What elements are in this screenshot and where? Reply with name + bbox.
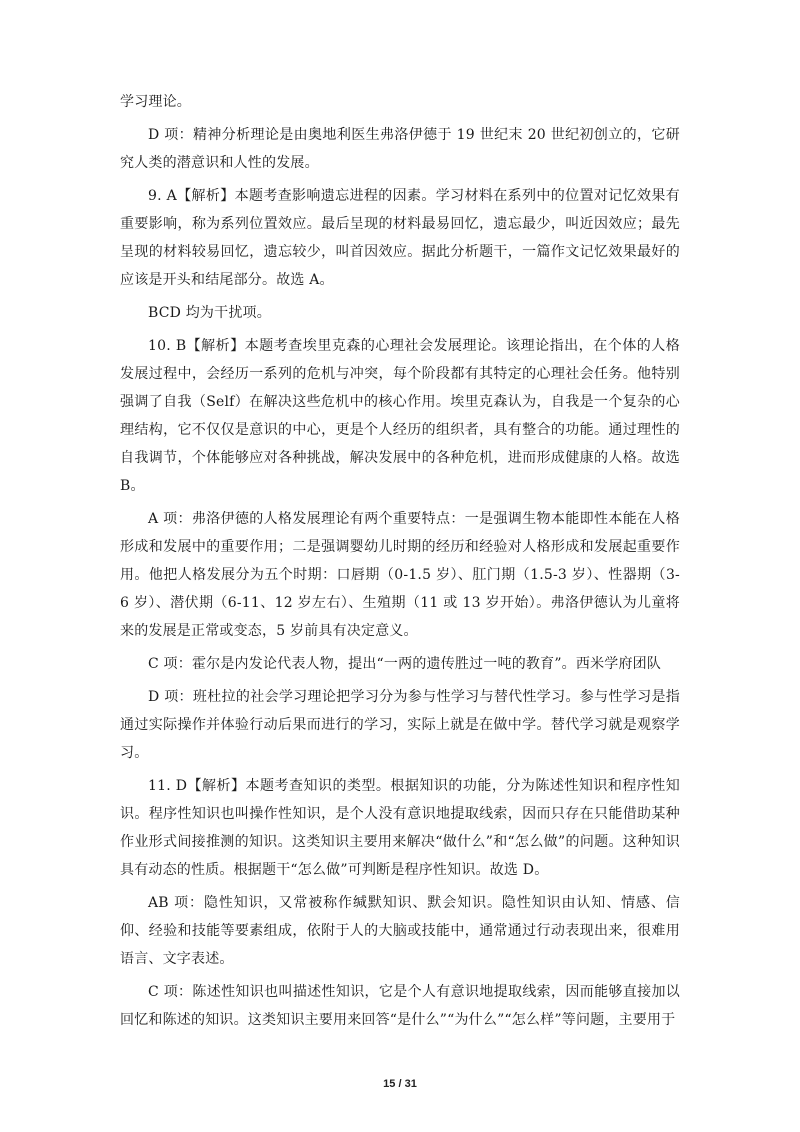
paragraph-answer-9: 9. A【解析】本题考查影响遗忘进程的因素。学习材料在系列中的位置对记忆效果有重要影响，称为系列位置效应。最后呈现的材料最易回忆，遗忘最少，叫近因效应；最先呈现的材料较易回忆，遗忘较少，叫首因效应。据此分析题干，一篇作文记忆效果最好的应该是开头和结尾部分。故选 A。 <box>120 188 680 288</box>
paragraph-option-d-2: D 项：班杜拉的社会学习理论把学习分为参与性学习与替代性学习。参与性学习是指通过实际操作并体验行动后果而进行的学习，实际上就是在做中学。替代学习就是观察学习。 <box>120 689 680 761</box>
page-number: 15 / 31 <box>383 1078 417 1090</box>
paragraph-option-c: C 项：霍尔是内发论代表人物，提出“一两的遗传胜过一吨的教育”。西米学府团队 <box>148 656 662 672</box>
paragraph-answer-10: 10. B【解析】本题考查埃里克森的心理社会发展理论。该理论指出，在个体的人格发展过程中，会经历一系列的危机与冲突，每个阶段都有其特定的心理社会任务。他特别强调了自我（Self）在解决这些危机中的核心作用。埃里克森认为，自我是一个复杂的心理结构，它不仅仅是意识的中心，更是个人经历的组织者，具有整合的功能。通过理性的自我调节，个体能够应对各种挑战，解决发展中的各种危机，进而形成健康的人格。故选 B。 <box>120 338 680 494</box>
paragraph-distractors-bcd: BCD 均为干扰项。 <box>148 305 271 321</box>
paragraph-continuation: 学习理论。 <box>120 94 191 110</box>
paragraph-option-ab: AB 项：隐性知识，又常被称作缄默知识、默会知识。隐性知识由认知、情感、信仰、经验和技能等要素组成，依附于人的大脑或技能中，通常通过行动表现出来，很难用语言、文字表述。 <box>120 895 680 967</box>
paragraph-option-a: A 项：弗洛伊德的人格发展理论有两个重要特点：一是强调生物本能即性本能在人格形成和发展中的重要作用；二是强调婴幼儿时期的经历和经验对人格形成和发展起重要作用。他把人格发展分为五个时期：口唇期（0-1.5 岁）、肛门期（1.5-3 岁）、性器期（3-6 岁）、潜伏期（6-11、12 岁左右）、生殖期（11 或 13 岁开始）。弗洛伊德认为儿童将来的发展是正常或变态，5 岁前具有决定意义。 <box>120 511 680 639</box>
paragraph-answer-11: 11. D【解析】本题考查知识的类型。根据知识的功能，分为陈述性知识和程序性知识。程序性知识也叫操作性知识，是个人没有意识地提取线索，因而只存在只能借助某种作业形式间接推测的知识。这类知识主要用来解决“做什么”和“怎么做”的问题。这种知识具有动态的性质。根据题干“怎么做”可判断是程序性知识。故选 D。 <box>120 778 680 878</box>
paragraph-option-d: D 项：精神分析理论是由奥地利医生弗洛伊德于 19 世纪末 20 世纪初创立的，它研究人类的潜意识和人性的发展。 <box>120 127 680 171</box>
document-body <box>120 88 680 1039</box>
paragraph-option-c-2: C 项：陈述性知识也叫描述性知识，它是个人有意识地提取线索，因而能够直接加以回忆和陈述的知识。这类知识主要用来回答“是什么”“为什么”“怎么样”等问题，主要用于 <box>120 984 680 1028</box>
